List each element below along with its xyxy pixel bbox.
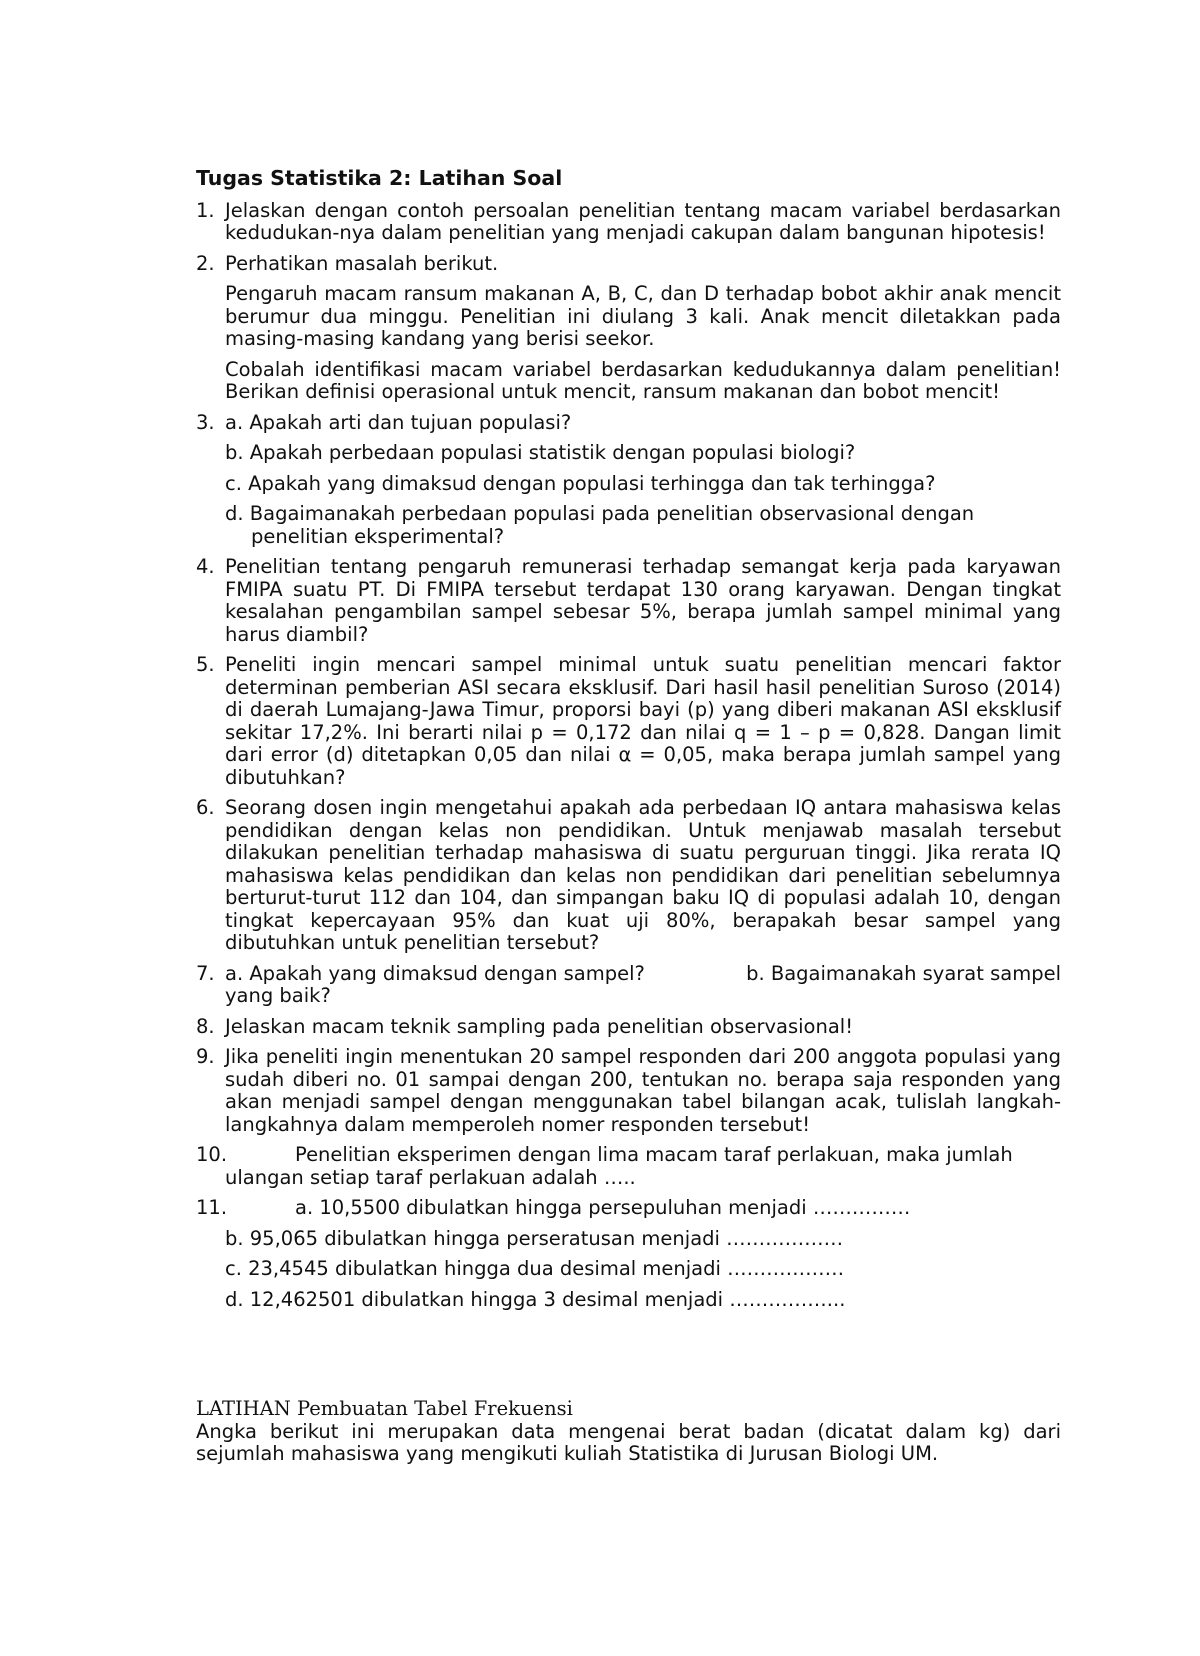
question-number: 3. [196,410,215,434]
question-part-c: c. 23,4545 dibulatkan hingga dua desimal menjadi ……………… [225,1257,845,1280]
question-line [225,1144,1061,1167]
question-case: Pengaruh macam ransum makanan A, B, C, dan D terhadap bobot akhir anak mencit berumur dua minggu. Penelitian ini diulang 3 kali. Anak mencit diletakkan pada masing-masing kandang yang berisi seekor. [225,282,1061,350]
question-text: Seorang dosen ingin mengetahui apakah ada perbedaan IQ antara mahasiswa kelas pendidikan dengan kelas non pendidikan. Untuk menjawab masalah tersebut dilakukan penelitian terhadap mahasiswa di suatu perguruan tinggi. Jika rerata IQ mahasiswa kelas pendidikan dan kelas non pendidikan dari penelitian sebelumnya berturut-turut 112 dan 104, dan simpangan baku IQ di populasi adalah 10, dengan tingkat kepercayaan 95% dan kuat uji 80%, berapakah besar sampel yang dibutuhkan untuk penelitian tersebut? [225,796,1061,954]
section-text: Angka berikut ini merupakan data mengenai berat badan (dicatat dalam kg) dari sejumlah mahasiswa yang mengikuti kuliah Statistika di Jurusan Biologi UM. [196,1419,1061,1465]
question-intro: Perhatikan masalah berikut. [225,251,499,275]
question-part-d: d. 12,462501 dibulatkan hingga 3 desimal menjadi ……………... [225,1287,846,1311]
question-text: Penelitian tentang pengaruh remunerasi terhadap semangat kerja pada karyawan FMIPA suatu PT. Di FMIPA tersebut terdapat 130 orang karyawan. Dengan tingkat kesalahan pengambilan sampel sebesar 5%, berapa jumlah sampel minimal yang harus diambil? [225,555,1061,646]
question-list [196,200,1061,1312]
question-row [225,963,1061,986]
question-text: Jelaskan dengan contoh persoalan penelitian tentang macam variabel berdasarkan kedudukan-nya dalam penelitian yang menjadi cakupan dalam bangunan hipotesis! [225,198,1061,244]
question-number: 11. [196,1196,228,1219]
question-number: 7. [196,961,215,985]
question-part-a: a. Apakah yang dimaksud dengan sampel? [225,961,645,985]
page-title: Tugas Statistika 2: Latihan Soal [196,166,563,190]
question-task: Cobalah identifikasi macam variabel berdasarkan kedudukannya dalam penelitian! Berikan definisi operasional untuk mencit, ransum makanan dan bobot mencit! [225,357,1061,403]
exercise-content [196,167,1061,1319]
question-number: 2. [196,251,215,275]
question-1 [196,200,1061,245]
question-3 [196,412,1061,549]
question-4 [196,556,1061,646]
section-heading: LATIHAN Pembuatan Tabel Frekuensi [196,1397,573,1420]
question-number: 9. [196,1045,215,1068]
question-part-b: b. 95,065 dibulatkan hingga perseratusan menjadi ……………… [225,1226,844,1250]
question-part-b: b. Bagaimanakah syarat sampel [746,961,1061,985]
question-number: 4. [196,555,215,578]
question-part-a: a. 10,5500 dibulatkan hingga persepuluhan menjadi …………… [295,1196,911,1219]
question-number: 6. [196,796,215,819]
question-number: 10. [196,1143,228,1166]
question-part-b-continued: yang baik? [225,984,331,1007]
question-2 [196,253,1061,404]
question-part-a: a. Apakah arti dan tujuan populasi? [225,410,572,434]
question-text: Penelitian eksperimen dengan lima macam taraf perlakuan, maka jumlah [295,1143,1013,1166]
question-7 [196,963,1061,1008]
question-line [225,1197,1061,1220]
question-text: Peneliti ingin mencari sampel minimal untuk suatu penelitian mencari faktor determinan pemberian ASI secara eksklusif. Dari hasil hasil penelitian Suroso (2014) di daerah Lumajang-Jawa Timur, proporsi bayi (p) yang diberi makanan ASI eksklusif sekitar 17,2%. Ini berarti nilai p = 0,172 dan nilai q = 1 – p = 0,828. Dangan limit dari error (d) ditetapkan 0,05 dan nilai α = 0,05, maka berapa jumlah sampel yang dibutuhkan? [225,653,1061,789]
question-part-d: d. Bagaimanakah perbedaan populasi pada penelitian observasional dengan penelitian eksperimental? [225,502,975,548]
question-text: Jika peneliti ingin menentukan 20 sampel responden dari 200 anggota populasi yang sudah diberi no. 01 sampai dengan 200, tentukan no. berapa saja responden yang akan menjadi sampel dengan menggunakan tabel bilangan acak, tulislah langkah-langkahnya dalam memperoleh nomer responden tersebut! [225,1045,1061,1136]
question-number: 5. [196,653,215,676]
question-number: 8. [196,1014,215,1038]
question-text: Jelaskan macam teknik sampling pada penelitian observasional! [225,1014,854,1038]
question-5 [196,654,1061,789]
question-6 [196,797,1061,955]
question-part-c: c. Apakah yang dimaksud dengan populasi terhingga dan tak terhingga? [225,471,936,495]
question-part-b: b. Apakah perbedaan populasi statistik dengan populasi biologi? [225,441,856,464]
question-11 [196,1197,1061,1311]
latihan-section [196,1398,1061,1466]
question-text-continued: ulangan setiap taraf perlakuan adalah ….. [225,1165,636,1189]
question-number: 1. [196,198,215,222]
question-9 [196,1046,1061,1136]
question-10 [196,1144,1061,1189]
question-8 [196,1016,1061,1039]
